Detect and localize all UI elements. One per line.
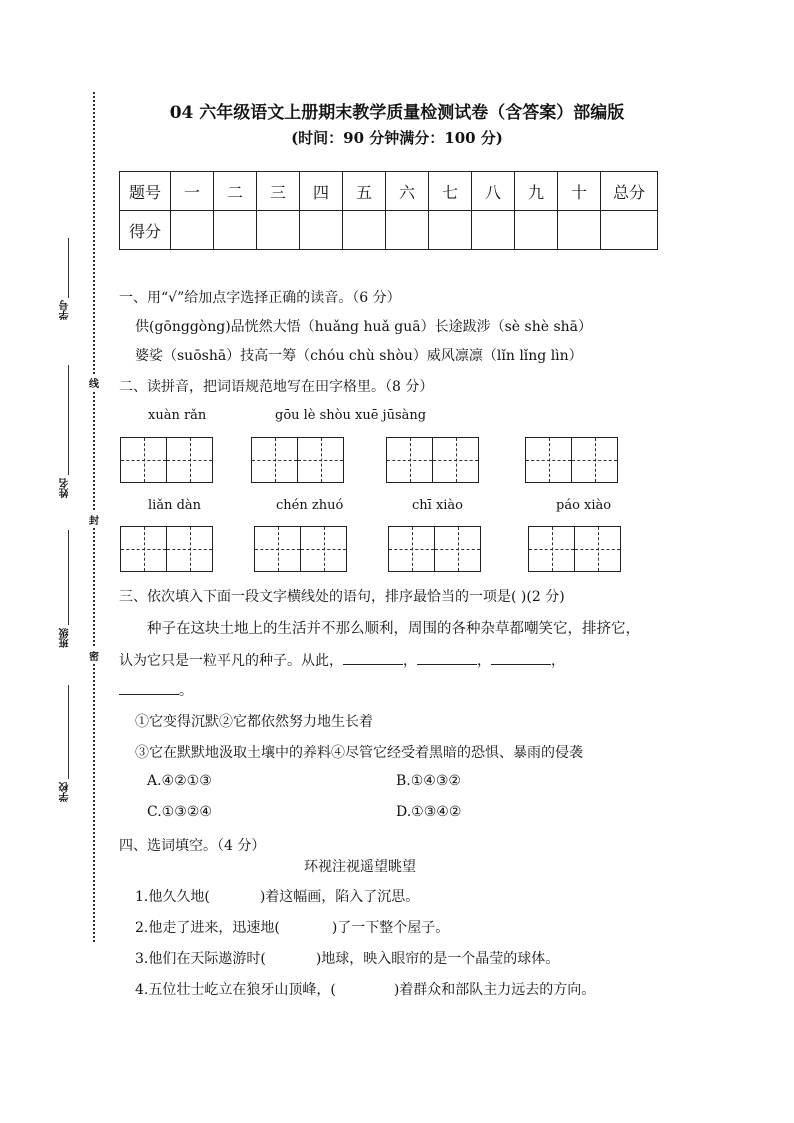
name-line[interactable] [68,365,69,475]
student-id-label: 学号 [60,300,71,320]
section1-line2: 婆娑（suōshā）技高一筹（chóu chù shòu）威风凛凛（lǐn lǐng lìn） [135,348,583,364]
choice-b[interactable]: B.①④③② [396,773,461,789]
question-4 [135,979,595,999]
score-header-cell: 二 [214,172,257,211]
section4-heading: 四、选词填空。（4 分） [119,838,266,854]
score-header-cell: 五 [343,172,386,211]
section3-options-line1: ①它变得沉默②它都依然努力地生长着 [135,714,373,730]
writing-grid[interactable] [120,437,213,483]
school-label: 学校 [60,782,71,802]
page-subtitle: (时间：90 分钟满分：100 分) [291,129,503,147]
section3-heading: 三、依次填入下面一段文字横线处的语句，排序最恰当的一项是( )(2 分) [119,589,565,605]
question-text: )了一下整个屋子。 [331,920,450,936]
student-id-line[interactable] [68,238,69,298]
score-input-cell[interactable] [257,211,300,250]
pinyin-label: chén zhuó [276,498,344,513]
score-header-cell: 九 [515,172,558,211]
name-label: 姓名 [60,478,71,498]
score-header-cell: 六 [386,172,429,211]
section2-heading: 二、读拼音，把词语规范地写在田字格里。（8 分） [119,379,434,395]
score-header-cell: 四 [300,172,343,211]
writing-grid[interactable] [386,437,479,483]
separator: ， [477,653,491,669]
writing-grid[interactable] [120,526,213,572]
pinyin-label: chī xiào [412,498,464,513]
score-table-header-row [120,172,658,211]
writing-grid[interactable] [254,526,347,572]
section3-paragraph-line3 [119,680,193,700]
class-line[interactable] [68,530,69,625]
score-input-cell[interactable] [386,211,429,250]
score-header-cell: 八 [472,172,515,211]
score-input-cell[interactable] [601,211,658,250]
question-text: )着这幅画，陷入了沉思。 [259,889,420,905]
score-table-score-row [120,211,658,250]
pinyin-label: gōu lè shòu xuē jūsàng [275,408,427,423]
answer-blank[interactable] [491,650,551,665]
word-bank: 环视注视遥望眺望 [304,859,416,875]
score-header-cell: 一 [171,172,214,211]
score-header-cell: 总分 [601,172,658,211]
seal-char-seal: 封 [89,512,99,527]
paragraph-end: 。 [179,683,193,699]
question-text: 4.五位壮士屹立在狼牙山顶峰，( [135,982,336,998]
question-3 [135,948,559,968]
score-header-cell: 七 [429,172,472,211]
pinyin-label: liǎn dàn [148,498,202,513]
score-input-cell[interactable] [515,211,558,250]
page-title: 04 六年级语文上册期末教学质量检测试卷（含答案）部编版 [169,103,625,123]
section1-heading: 一、用“√”给加点字选择正确的读音。（6 分） [119,290,401,306]
answer-blank[interactable] [119,680,179,695]
choice-d[interactable]: D.①③④② [396,804,462,820]
section3-options-line2: ③它在默默地汲取土壤中的养料④尽管它经受着黑暗的恐惧、暴雨的侵袭 [135,745,583,761]
seal-char-secret: 密 [89,648,99,663]
score-header-cell: 三 [257,172,300,211]
separator: ， [551,653,565,669]
question-text: 3.他们在天际遨游时( [135,951,266,967]
seal-char-line: 线 [89,375,99,390]
score-row-label: 得分 [120,211,171,250]
school-line[interactable] [68,685,69,779]
pinyin-label: páo xiào [556,498,612,513]
separator: ， [403,653,417,669]
score-header-cell: 题号 [120,172,171,211]
section3-paragraph-line2 [119,650,565,670]
score-input-cell[interactable] [171,211,214,250]
score-header-cell: 十 [558,172,601,211]
score-input-cell[interactable] [300,211,343,250]
question-text: )着群众和部队主力远去的方向。 [393,982,596,998]
score-table [119,171,658,250]
answer-blank[interactable] [417,650,477,665]
choice-a[interactable]: A.④②①③ [147,773,212,789]
question-text: 1.他久久地( [135,889,210,905]
score-input-cell[interactable] [214,211,257,250]
score-input-cell[interactable] [558,211,601,250]
answer-blank[interactable] [343,650,403,665]
score-input-cell[interactable] [472,211,515,250]
question-text: )地球，映入眼帘的是一个晶莹的球体。 [315,951,560,967]
writing-grid[interactable] [251,437,344,483]
score-input-cell[interactable] [429,211,472,250]
question-1 [135,886,419,906]
question-2 [135,917,449,937]
paragraph-text: 认为它只是一粒平凡的种子。从此， [119,653,343,669]
writing-grid[interactable] [528,526,621,572]
section1-line1: 供(gōnggòng)品恍然大悟（huǎng huǎ guā）长途跋涉（sè shè shā） [135,319,593,335]
pinyin-label: xuàn rǎn [148,408,207,423]
section3-paragraph-line1: 种子在这块土地上的生活并不那么顺利，周围的各种杂草都嘲笑它，排挤它， [147,621,640,637]
writing-grid[interactable] [388,526,481,572]
writing-grid[interactable] [525,437,618,483]
question-text: 2.他走了进来，迅速地( [135,920,280,936]
class-label: 班级 [60,628,71,648]
choice-c[interactable]: C.①③②④ [147,804,212,820]
score-input-cell[interactable] [343,211,386,250]
